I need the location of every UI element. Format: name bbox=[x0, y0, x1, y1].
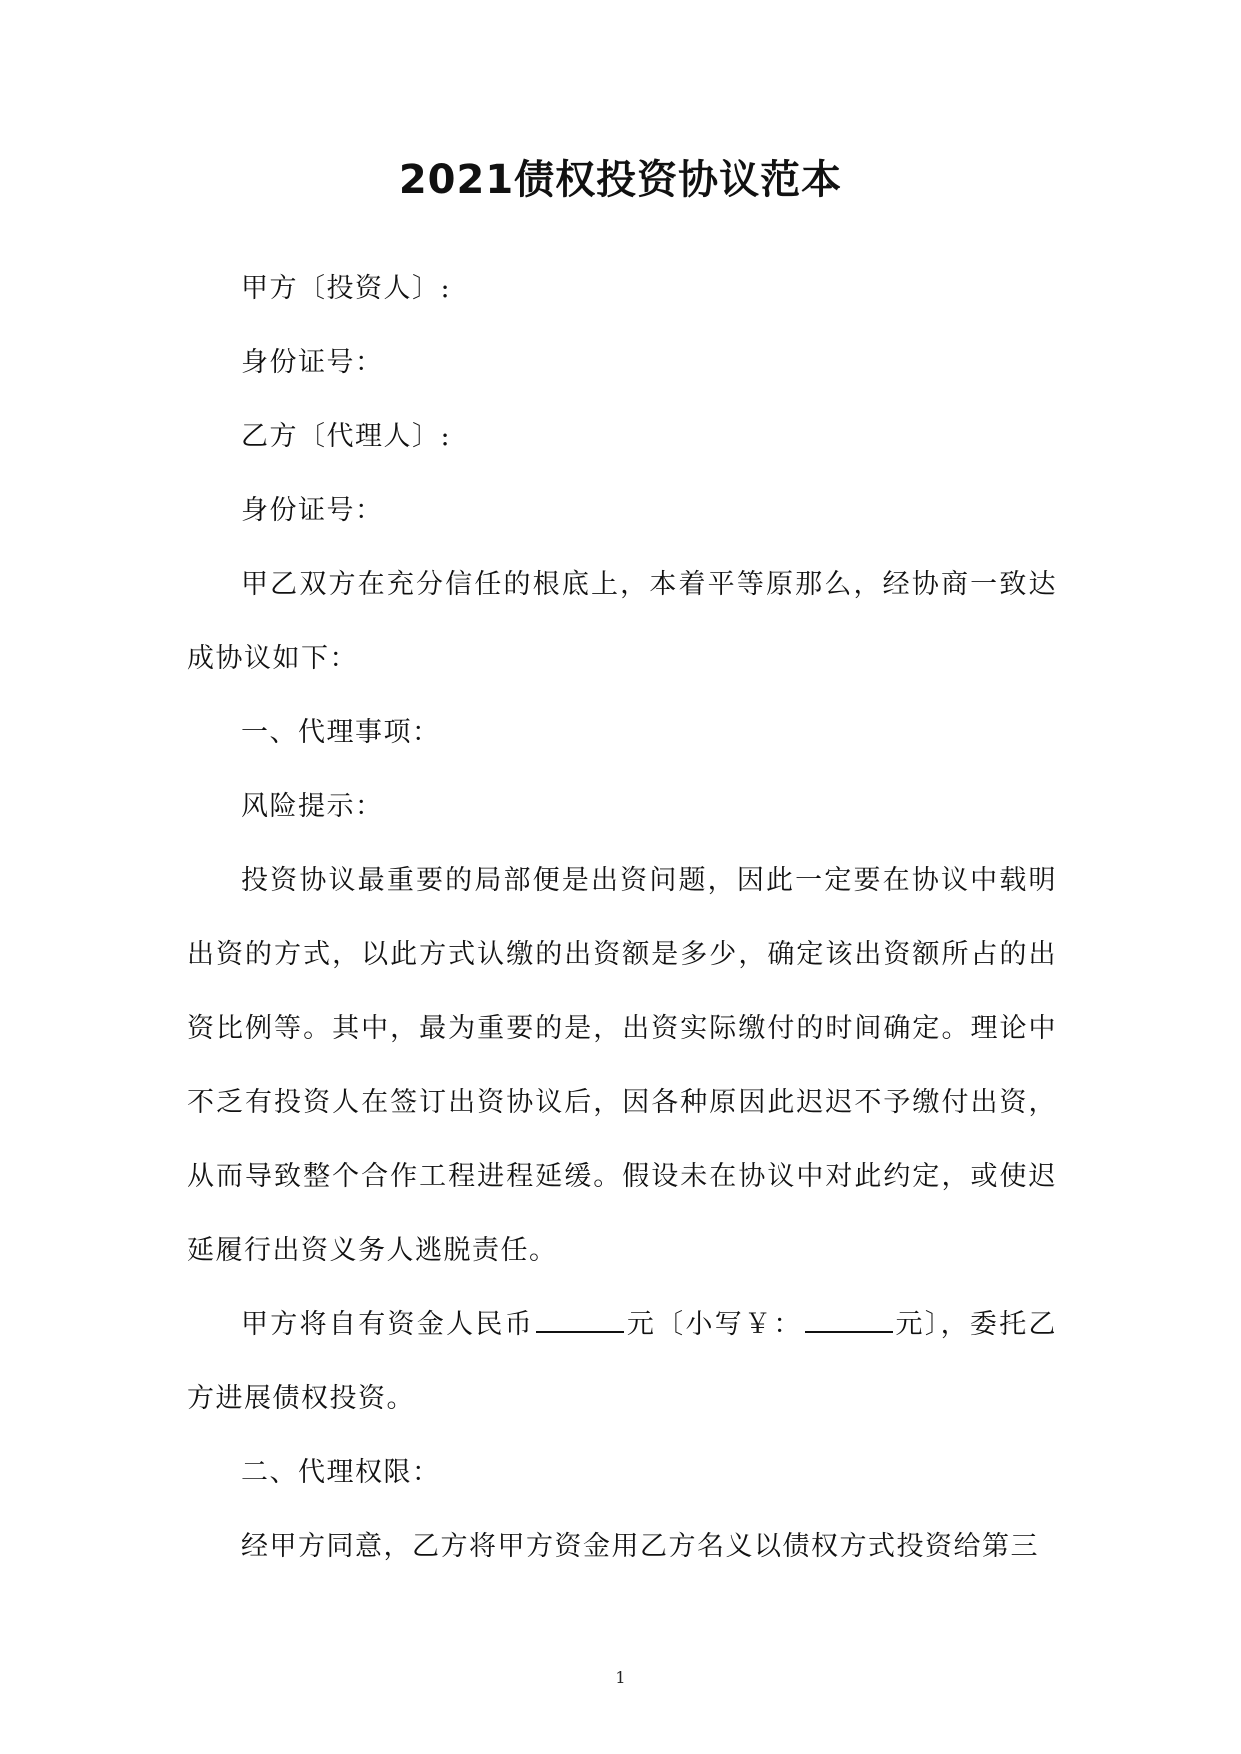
risk-notice-heading: 风险提示： bbox=[241, 791, 384, 822]
section-heading-agency-authority: 二、代理权限： bbox=[241, 1457, 441, 1488]
capital-text-part3: 元〕，委托乙方进展债权投资。 bbox=[187, 1309, 1058, 1414]
party-b-id-line: 身份证号： bbox=[241, 495, 384, 526]
capital-text-part1: 甲方将自有资金人民币 bbox=[241, 1309, 535, 1340]
capital-text-part2: 元〔小写￥： bbox=[626, 1309, 803, 1340]
agreement-intro-paragraph: 甲乙双方在充分信任的根底上，本着平等原那么，经协商一致达成协议如下： bbox=[187, 569, 1057, 674]
party-a-line: 甲方〔投资人〕: bbox=[241, 273, 452, 304]
amount-blank-uppercase bbox=[536, 1304, 624, 1333]
risk-notice-paragraph: 投资协议最重要的局部便是出资问题，因此一定要在协议中载明出资的方式，以此方式认缴的出资额是多少，确定该出资额所占的出资比例等。其中，最为重要的是，出资实际缴付的时间确定。理论中不乏有投资人在签订出资协议后，因各种原因此迟迟不予缴付出资，从而导致整个合作工程进程延缓。假设未在协议中对此约定，或使迟延履行出资义务人逃脱责任。 bbox=[187, 865, 1057, 1266]
document-body bbox=[187, 252, 1057, 1584]
capital-paragraph bbox=[187, 1288, 1057, 1436]
amount-blank-lowercase bbox=[805, 1304, 893, 1333]
document-title: 2021债权投资协议范本 bbox=[398, 157, 843, 203]
authority-paragraph: 经甲方同意，乙方将甲方资金用乙方名义以债权方式投资给第三 bbox=[241, 1531, 1039, 1562]
section-heading-agency-matters: 一、代理事项： bbox=[241, 717, 441, 748]
page-number: 1 bbox=[615, 1668, 626, 1687]
party-b-line: 乙方〔代理人〕: bbox=[241, 421, 452, 452]
party-a-id-line: 身份证号： bbox=[241, 347, 384, 378]
